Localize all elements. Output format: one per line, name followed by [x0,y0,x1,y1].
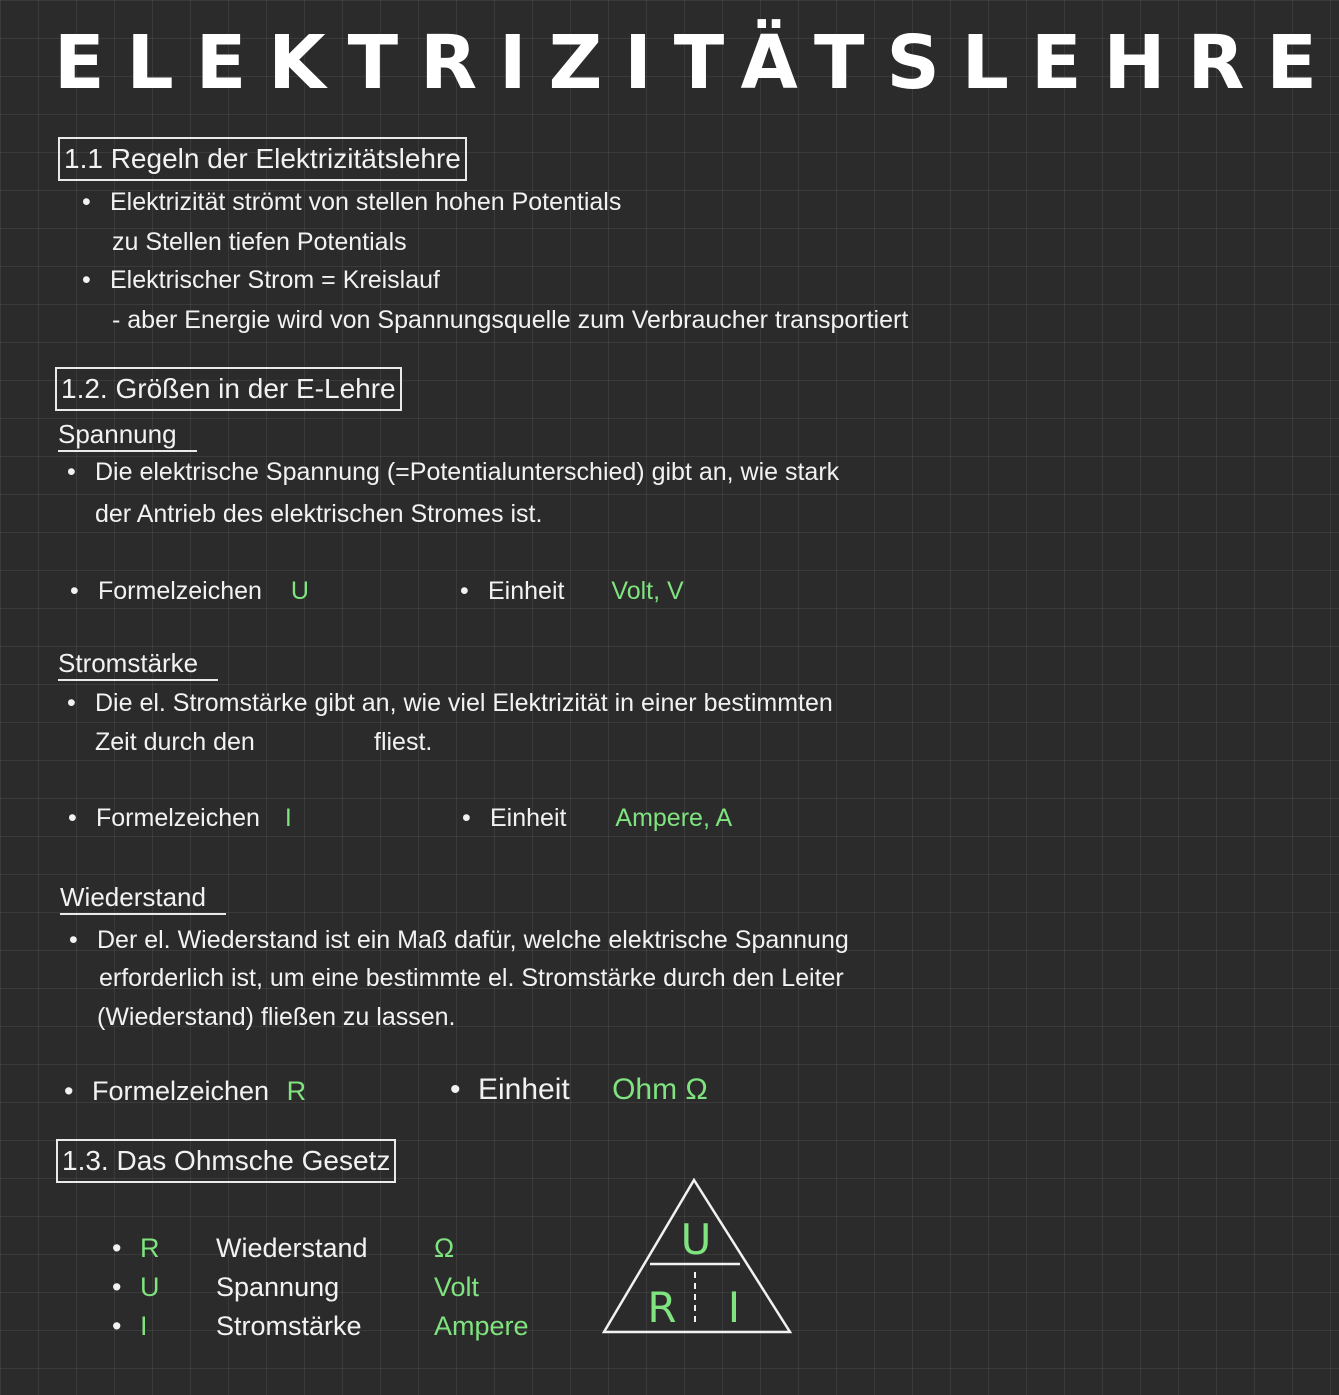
spannung-unit: Volt, V [611,577,684,605]
ohm-row-3-symbol: I [140,1311,148,1341]
spannung-symbol-row [98,575,309,607]
stromstaerke-line-2b: fliest. [374,728,433,756]
spannung-line-1: • Die elektrische Spannung (=Potentialunterschied) gibt an, wie stark [95,456,839,488]
stromstaerke-unit-label: Einheit [490,804,567,832]
spannung-title: Spannung [58,418,197,452]
spannung-unit-label: Einheit [488,577,565,605]
stromstaerke-unit-row [490,802,732,834]
rule-1-line-1: • Elektrizität strömt von stellen hohen Potentials [110,186,621,218]
ohm-row-3 [140,1310,529,1342]
triangle-right-label: I [727,1283,741,1332]
ohm-triangle-diagram [600,1176,794,1336]
ohm-row-3-unit: Ampere [434,1311,529,1341]
widerstand-unit-row [478,1072,708,1108]
rule-2-line-2: - aber Energie wird von Spannungsquelle zum Verbraucher transportiert [112,306,909,334]
triangle-left-label: R [647,1283,677,1332]
widerstand-unit: Ohm Ω [612,1073,708,1106]
widerstand-symbol: R [286,1076,307,1106]
rule-2-line-1: • Elektrischer Strom = Kreislauf [110,264,440,296]
section-3-heading: 1.3. Das Ohmsche Gesetz [56,1139,396,1183]
stromstaerke-unit: Ampere, A [615,804,733,832]
widerstand-unit-label: Einheit [478,1073,570,1106]
stromstaerke-line-2a: Zeit durch den [95,728,255,756]
widerstand-symbol-label: Formelzeichen [92,1076,270,1106]
ohm-row-1-symbol: R [140,1233,160,1263]
ohm-row-2-unit: Volt [434,1272,480,1302]
stromstaerke-symbol-row [96,802,292,834]
widerstand-line-3: (Wiederstand) fließen zu lassen. [97,1003,456,1031]
spannung-unit-row [488,575,684,607]
ohm-row-1-unit: Ω [434,1233,455,1263]
spannung-line-2: der Antrieb des elektrischen Stromes ist. [95,500,543,528]
triangle-top-label: U [680,1215,712,1264]
page-title: ELEKTRIZITÄTSLEHRE [54,20,1339,106]
ohm-row-2-name: Spannung [216,1272,340,1302]
widerstand-line-1: • Der el. Wiederstand ist ein Maß dafür, welche elektrische Spannung [97,924,849,956]
stromstaerke-symbol: I [284,804,292,832]
ohm-row-1 [140,1232,454,1264]
spannung-symbol-label: Formelzeichen [98,577,262,605]
ohm-row-2 [140,1271,479,1303]
ohm-row-3-name: Stromstärke [216,1311,362,1341]
ohm-row-2-symbol: U [140,1272,160,1302]
ohm-row-1-name: Wiederstand [216,1233,368,1263]
spannung-symbol: U [290,577,309,605]
widerstand-line-2: erforderlich ist, um eine bestimmte el. Stromstärke durch den Leiter [99,964,844,992]
section-2-heading: 1.2. Größen in der E-Lehre [55,367,402,411]
stromstaerke-title: Stromstärke [58,647,218,681]
stromstaerke-symbol-label: Formelzeichen [96,804,260,832]
widerstand-title: Wiederstand [60,881,226,915]
section-1-heading: 1.1 Regeln der Elektrizitätslehre [58,137,467,181]
widerstand-symbol-row [92,1074,306,1108]
stromstaerke-line-1: • Die el. Stromstärke gibt an, wie viel Elektrizität in einer bestimmten [95,687,833,719]
rule-1-line-2: zu Stellen tiefen Potentials [112,228,407,256]
